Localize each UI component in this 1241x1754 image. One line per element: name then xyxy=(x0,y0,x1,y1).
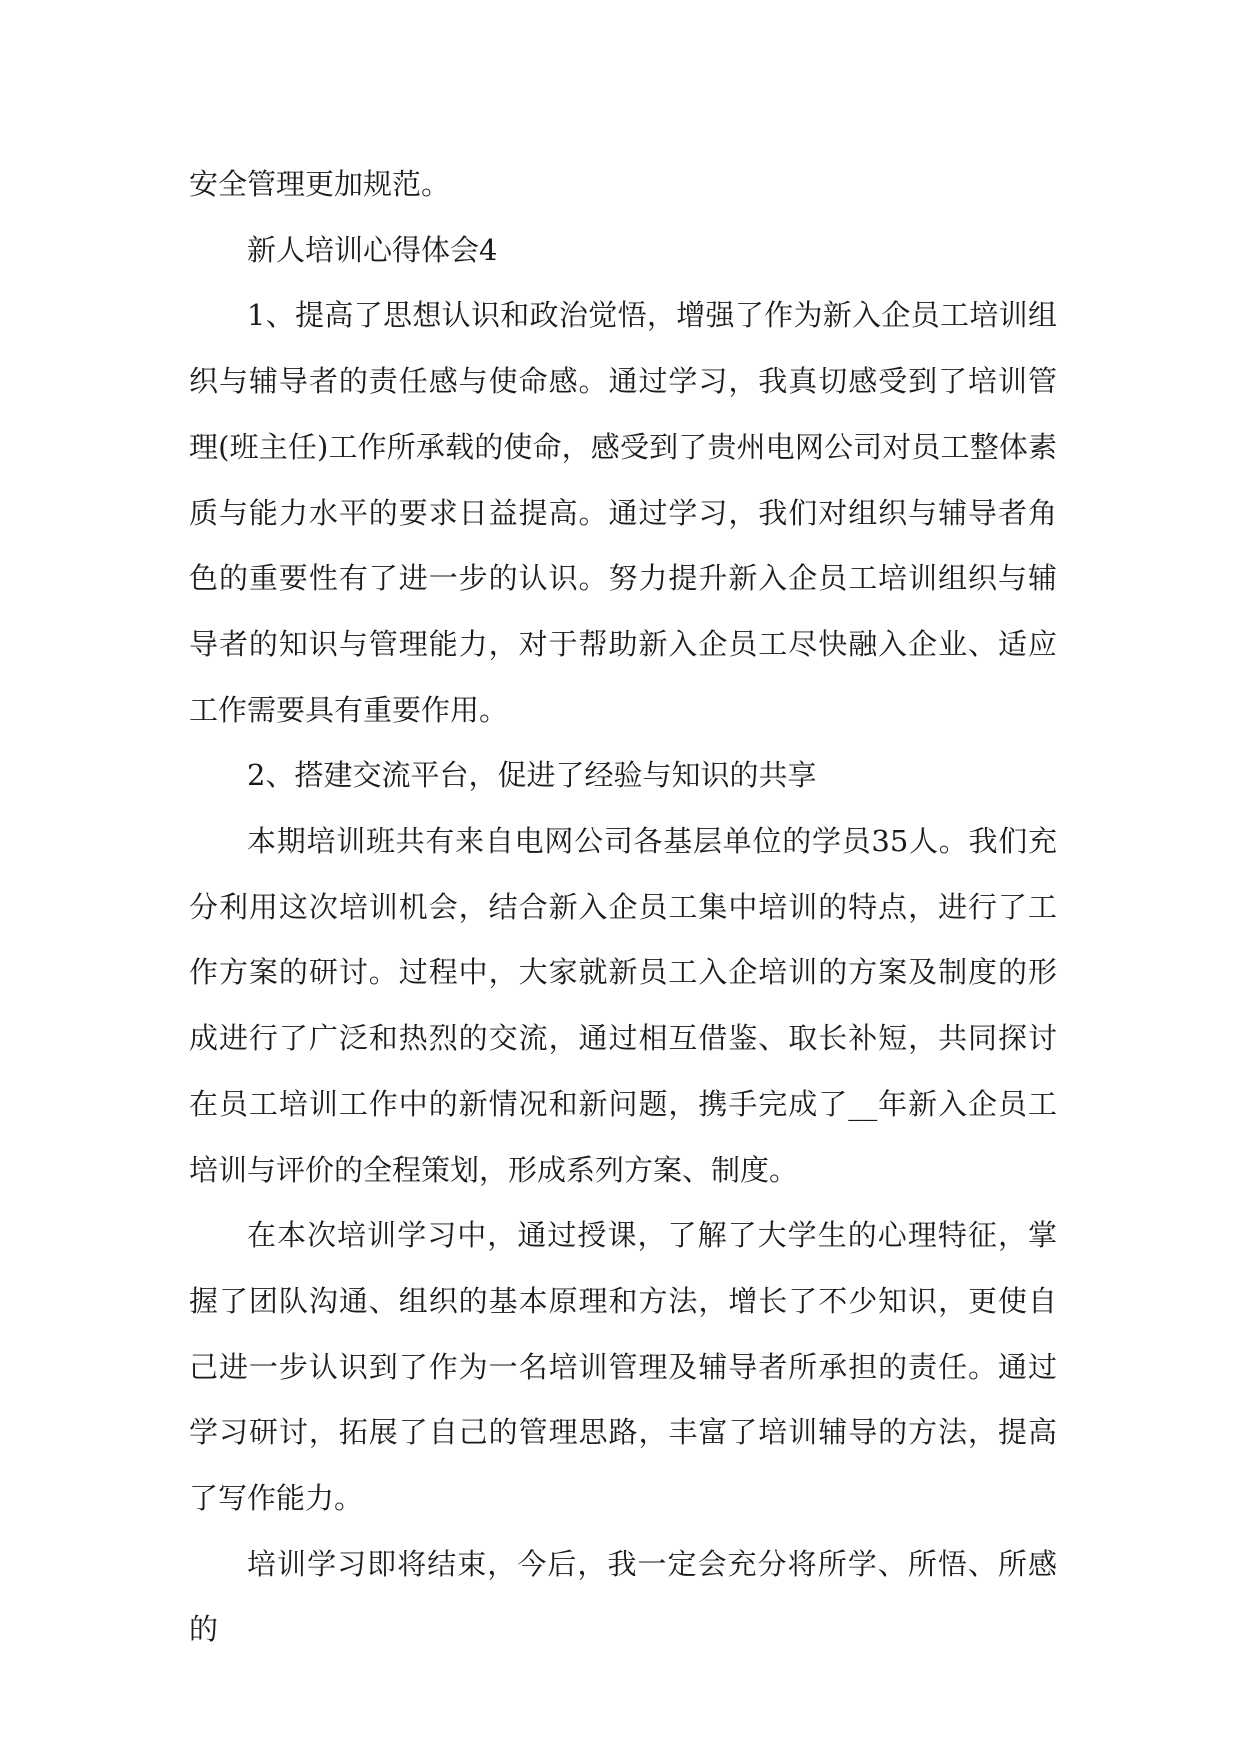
paragraph-learning: 在本次培训学习中，通过授课，了解了大学生的心理特征，掌握了团队沟通、组织的基本原理和方法，增长了不少知识，更使自己进一步认识到了作为一名培训管理及辅导者所承担的责任。通过学习研讨，拓展了自己的管理思路，丰富了培训辅导的方法，提高了写作能力。 xyxy=(189,1218,1057,1516)
section-heading: 新人培训心得体会4 xyxy=(247,232,498,267)
paragraph-point-1: 1、提高了思想认识和政治觉悟，增强了作为新入企员工培训组织与辅导者的责任感与使命感。通过学习，我真切感受到了培训管理(班主任)工作所承载的使命，感受到了贵州电网公司对员工整体素质与能力水平的要求日益提高。通过学习，我们对组织与辅导者角色的重要性有了进一步的认识。努力提升新入企员工培训组织与辅导者的知识与管理能力，对于帮助新入企员工尽快融入企业、适应工作需要具有重要作用。 xyxy=(189,298,1057,727)
paragraph-continuation: 安全管理更加规范。 xyxy=(189,167,451,201)
paragraph-training-class: 本期培训班共有来自电网公司各基层单位的学员35人。我们充分利用这次培训机会，结合新入企员工集中培训的特点，进行了工作方案的研讨。过程中，大家就新员工入企培训的方案及制度的形成进行了广泛和热烈的交流，通过相互借鉴、取长补短，共同探讨在员工培训工作中的新情况和新问题，携手完成了__年新入企员工培训与评价的全程策划，形成系列方案、制度。 xyxy=(189,824,1057,1187)
document-body xyxy=(189,152,1057,1663)
paragraph-point-2-heading: 2、搭建交流平台，促进了经验与知识的共享 xyxy=(247,758,817,793)
paragraph-conclusion: 培训学习即将结束，今后，我一定会充分将所学、所悟、所感的 xyxy=(189,1546,1057,1647)
